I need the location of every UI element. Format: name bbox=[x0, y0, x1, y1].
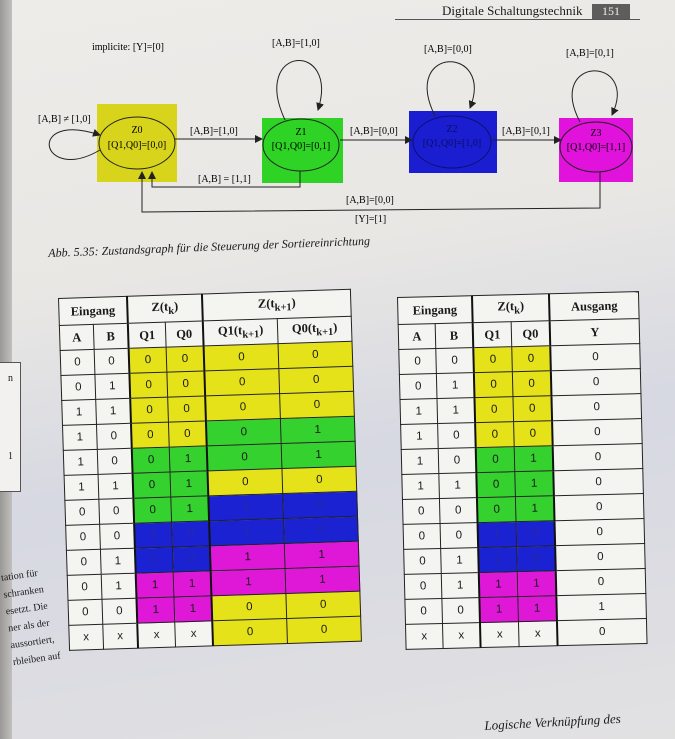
table-cell: 0 bbox=[552, 419, 642, 446]
z1-self-loop-label: [A,B]=[1,0] bbox=[272, 38, 320, 49]
table-cell: 1 bbox=[208, 494, 283, 521]
table-cell: 0 bbox=[476, 447, 515, 473]
table-cell: 1 bbox=[211, 568, 286, 595]
table-cell: 0 bbox=[99, 498, 134, 524]
table-cell: 0 bbox=[208, 469, 283, 496]
table-cell: 1 bbox=[98, 473, 133, 499]
table-cell: 0 bbox=[133, 472, 171, 498]
table-cell: 0 bbox=[130, 397, 168, 423]
table-cell: 1 bbox=[62, 399, 97, 425]
table-cell: 0 bbox=[206, 419, 281, 446]
table-cell: 0 bbox=[399, 374, 437, 400]
table-cell: 0 bbox=[168, 396, 206, 422]
table-cell: 0 bbox=[166, 346, 204, 372]
output-table bbox=[397, 291, 648, 650]
table-cell: 0 bbox=[284, 516, 359, 543]
table-cell: 0 bbox=[473, 347, 512, 373]
table-cell: 1 bbox=[441, 573, 479, 599]
table-cell: 0 bbox=[96, 423, 131, 449]
table-cell: 0 bbox=[553, 469, 643, 496]
col-y: Y bbox=[550, 319, 640, 346]
table-cell: 1 bbox=[515, 471, 554, 497]
table-cell: 1 bbox=[515, 496, 554, 522]
table-cell: 1 bbox=[280, 416, 355, 443]
table-cell: 0 bbox=[476, 472, 515, 498]
table-cell: 0 bbox=[404, 574, 442, 600]
table-cell: 0 bbox=[551, 369, 641, 396]
table-cell: 1 bbox=[402, 474, 440, 500]
table-cell: 1 bbox=[136, 572, 174, 598]
side-text-line: ner als der bbox=[7, 617, 51, 635]
z0-self-loop-label: [A,B] ≠ [1,0] bbox=[38, 114, 91, 125]
table-cell: 1 bbox=[174, 596, 212, 622]
table-cell: 1 bbox=[63, 424, 98, 450]
state-z1-code: [Q1,Q0]=[0,1] bbox=[271, 141, 331, 152]
table-cell: 1 bbox=[437, 398, 475, 424]
eingang-header: Eingang bbox=[59, 296, 128, 325]
table-cell: 0 bbox=[204, 369, 279, 396]
table-cell: 1 bbox=[284, 541, 359, 568]
table-cell: 1 bbox=[101, 573, 136, 599]
table-cell: 0 bbox=[132, 447, 170, 473]
figure-caption: Abb. 5.35: Zustandsgraph für die Steuerung der Sortiereinrichtung bbox=[48, 233, 371, 260]
table-cell: 1 bbox=[134, 522, 172, 548]
table-cell: 1 bbox=[439, 473, 477, 499]
table-cell: 0 bbox=[517, 546, 556, 572]
table-cell: 0 bbox=[474, 372, 513, 398]
table-cell: 0 bbox=[278, 341, 353, 368]
state-z2-name: Z2 bbox=[446, 124, 458, 135]
table-cell: 0 bbox=[403, 524, 441, 550]
table-cell: 1 bbox=[171, 496, 209, 522]
table-cell: 0 bbox=[167, 371, 205, 397]
z0-to-z1-label: [A,B]=[1,0] bbox=[190, 126, 238, 137]
table-cell: 0 bbox=[172, 546, 210, 572]
table-cell: x bbox=[137, 622, 175, 648]
table-cell: 0 bbox=[129, 372, 167, 398]
z1-to-z2-label: [A,B]=[0,0] bbox=[350, 126, 398, 137]
table-cell: 0 bbox=[205, 394, 280, 421]
table-cell: 1 bbox=[401, 424, 439, 450]
table-cell: 0 bbox=[97, 448, 132, 474]
table-cell: 0 bbox=[402, 499, 440, 525]
table-cell: 1 bbox=[209, 519, 284, 546]
state-z3-code: [Q1,Q0]=[1,1] bbox=[566, 142, 626, 153]
table-cell: 0 bbox=[513, 396, 552, 422]
table-cell: x bbox=[480, 622, 519, 648]
state-z0-code: [Q1,Q0]=[0,0] bbox=[107, 140, 167, 151]
table-cell: 0 bbox=[551, 394, 641, 421]
table-cell: 1 bbox=[63, 449, 98, 475]
col-q0: Q0 bbox=[165, 321, 203, 347]
zt-header-2: $Z(t_k)$ bbox=[472, 294, 550, 323]
col-q1: Q1 bbox=[128, 322, 166, 348]
table-cell: 0 bbox=[287, 616, 362, 643]
table-cell: 0 bbox=[555, 544, 645, 571]
side-text-line: aussortiert, bbox=[9, 634, 56, 652]
table-cell: 0 bbox=[172, 521, 210, 547]
table-cell: 0 bbox=[512, 371, 551, 397]
table-cell: 1 bbox=[436, 373, 474, 399]
table-cell: 0 bbox=[475, 422, 514, 448]
col-a: A bbox=[59, 324, 94, 350]
table-cell: 0 bbox=[440, 523, 478, 549]
table-cell: 0 bbox=[438, 423, 476, 449]
z3-self-loop-label: [A,B]=[0,1] bbox=[566, 48, 614, 59]
table-cell: 1 bbox=[281, 441, 356, 468]
bottom-heading-text: Logische Verknüpfung des bbox=[484, 710, 622, 733]
table-cell: 1 bbox=[479, 597, 518, 623]
output-table-body bbox=[399, 344, 647, 650]
table-cell: 0 bbox=[512, 346, 551, 372]
side-text-line: rbleiben auf bbox=[12, 650, 62, 669]
table-cell: 0 bbox=[131, 422, 169, 448]
table-cell: 0 bbox=[553, 444, 643, 471]
col-q1-next: $Q1(t_{k+1})$ bbox=[203, 319, 278, 346]
table-cell: 1 bbox=[96, 398, 131, 424]
table-cell: 0 bbox=[67, 574, 102, 600]
table-cell: 0 bbox=[102, 598, 137, 624]
table-cell: 0 bbox=[438, 448, 476, 474]
running-header-title: Digitale Schaltungstechnik bbox=[442, 3, 583, 18]
table-cell: 0 bbox=[279, 366, 354, 393]
z0-self-loop bbox=[49, 130, 100, 160]
table-cell: 1 bbox=[478, 522, 517, 548]
page-number: 151 bbox=[592, 4, 630, 19]
table-cell: 0 bbox=[554, 494, 644, 521]
z1-self-loop bbox=[277, 60, 322, 120]
table-cell: 1 bbox=[441, 548, 479, 574]
z3-self-loop bbox=[572, 71, 617, 122]
z3-to-z0-label: [A,B]=[0,0] bbox=[346, 195, 394, 206]
state-z1-name: Z1 bbox=[295, 127, 307, 138]
state-transition-table-body bbox=[60, 341, 361, 650]
table-cell: 0 bbox=[514, 421, 553, 447]
col-q0-2: Q0 bbox=[511, 321, 550, 347]
table-cell: 0 bbox=[442, 598, 480, 624]
table-cell: 0 bbox=[207, 444, 282, 471]
table-cell: 1 bbox=[173, 571, 211, 597]
table-cell: 0 bbox=[65, 499, 100, 525]
implicit-output-label: implicite: [Y]=[0] bbox=[92, 42, 165, 53]
table-cell: 0 bbox=[133, 497, 171, 523]
table-cell: x bbox=[518, 621, 557, 647]
table-cell: 0 bbox=[436, 348, 474, 374]
table-cell: 1 bbox=[100, 548, 135, 574]
side-text-line: esetzt. Die bbox=[5, 600, 49, 618]
side-box-text-1: n bbox=[8, 373, 13, 384]
side-margin-box bbox=[0, 362, 21, 492]
table-cell: 0 bbox=[474, 397, 513, 423]
table-cell: 0 bbox=[168, 421, 206, 447]
z2-self-loop-label: [A,B]=[0,0] bbox=[424, 44, 472, 55]
table-cell: x bbox=[406, 623, 444, 649]
table-cell: x bbox=[175, 621, 213, 647]
table-cell: 0 bbox=[283, 491, 358, 518]
zt-header: $Z(t_k)$ bbox=[127, 294, 203, 323]
z3-to-z0-output-label: [Y]=[1] bbox=[355, 214, 387, 225]
table-cell: 1 bbox=[170, 471, 208, 497]
col-q1-2: Q1 bbox=[473, 322, 512, 348]
state-z2-code: [Q1,Q0]=[1,0] bbox=[422, 138, 482, 149]
state-graph bbox=[0, 0, 675, 240]
table-cell: 0 bbox=[212, 618, 287, 645]
side-text-line: tation für bbox=[0, 567, 39, 584]
eingang-header-2: Eingang bbox=[398, 296, 473, 325]
table-cell: 0 bbox=[282, 466, 357, 493]
col-b-2: B bbox=[435, 323, 473, 349]
state-z3-name: Z3 bbox=[590, 128, 602, 139]
table-cell: 0 bbox=[61, 374, 96, 400]
table-cell: 1 bbox=[514, 446, 553, 472]
table-row bbox=[406, 619, 648, 650]
z2-to-z3-label: [A,B]=[0,1] bbox=[502, 126, 550, 137]
table-cell: 0 bbox=[550, 344, 640, 371]
table-cell: 1 bbox=[400, 399, 438, 425]
table-cell: 0 bbox=[557, 619, 647, 646]
table-cell: 0 bbox=[555, 519, 645, 546]
state-z0-name: Z0 bbox=[131, 125, 143, 136]
table-cell: 0 bbox=[204, 344, 279, 371]
col-q0-next: $Q0(t_{k+1})$ bbox=[277, 316, 352, 343]
table-cell: 0 bbox=[405, 598, 443, 624]
table-cell: 1 bbox=[136, 597, 174, 623]
table-cell: 0 bbox=[399, 349, 437, 375]
col-a-2: A bbox=[398, 324, 436, 350]
table-cell: 1 bbox=[95, 373, 130, 399]
table-cell: x bbox=[69, 624, 104, 650]
table-cell: 0 bbox=[439, 498, 477, 524]
z2-self-loop bbox=[427, 62, 474, 116]
table-cell: x bbox=[103, 623, 138, 649]
table-cell: 1 bbox=[169, 446, 207, 472]
table-cell: 0 bbox=[211, 593, 286, 620]
table-cell: 0 bbox=[556, 569, 646, 596]
table-cell: x bbox=[442, 623, 480, 649]
table-cell: 0 bbox=[66, 549, 101, 575]
col-b: B bbox=[93, 323, 128, 349]
table-cell: 1 bbox=[285, 566, 360, 593]
table-cell: 0 bbox=[100, 523, 135, 549]
table-cell: 1 bbox=[518, 596, 557, 622]
ztk1-header: $Z(t_{k+1})$ bbox=[202, 289, 351, 321]
table-cell: 1 bbox=[478, 547, 517, 573]
table-cell: 0 bbox=[516, 521, 555, 547]
table-cell: 1 bbox=[210, 544, 285, 571]
table-cell: 1 bbox=[135, 547, 173, 573]
side-box-text-2: 1 bbox=[8, 451, 13, 462]
table-cell: 0 bbox=[280, 391, 355, 418]
table-cell: 0 bbox=[129, 347, 167, 373]
table-cell: 0 bbox=[404, 549, 442, 575]
table-cell: 1 bbox=[556, 594, 646, 621]
table-cell: 0 bbox=[68, 599, 103, 625]
ausgang-header: Ausgang bbox=[549, 292, 639, 321]
table-cell: 0 bbox=[66, 524, 101, 550]
table-cell: 1 bbox=[479, 572, 518, 598]
table-cell: 1 bbox=[517, 571, 556, 597]
table-cell: 0 bbox=[286, 591, 361, 618]
z1-to-z0-label: [A,B] = [1,1] bbox=[198, 174, 251, 185]
table-cell: 1 bbox=[401, 449, 439, 475]
side-text-line: schranken bbox=[2, 584, 45, 601]
table-cell: 0 bbox=[94, 348, 129, 374]
table-cell: 0 bbox=[60, 349, 95, 375]
table-cell: 0 bbox=[477, 497, 516, 523]
state-transition-table bbox=[58, 289, 362, 651]
table-cell: 1 bbox=[64, 474, 99, 500]
